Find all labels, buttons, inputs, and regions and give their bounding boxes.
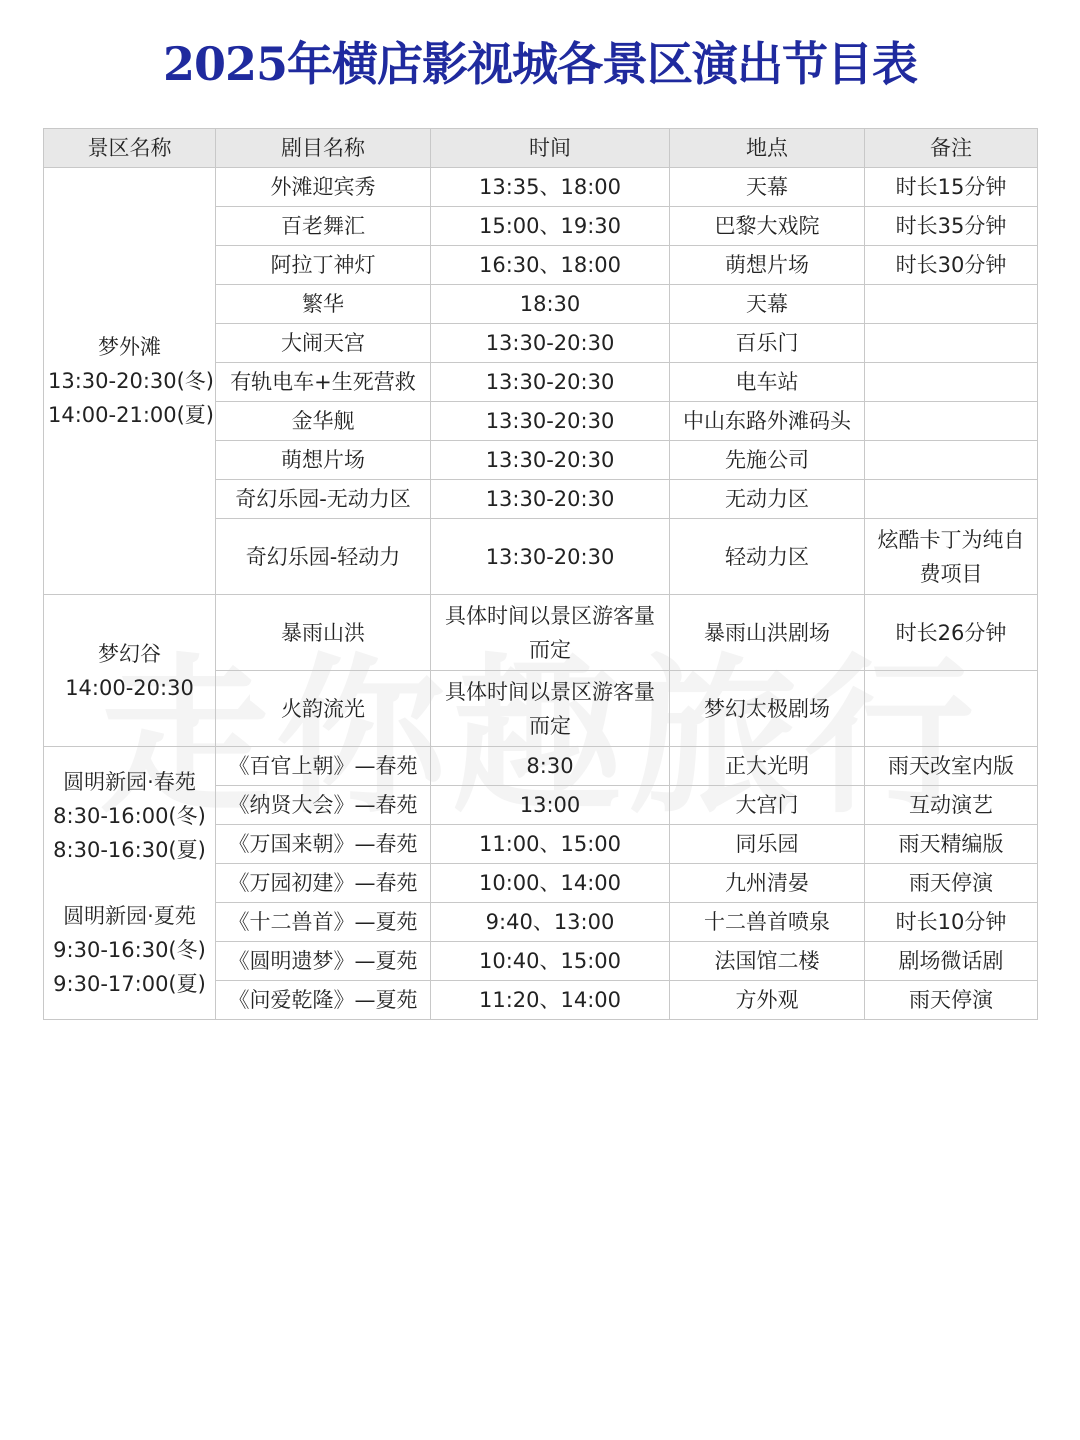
show-place: 大宫门 — [670, 786, 865, 825]
show-time: 具体时间以景区游客量而定 — [431, 595, 670, 671]
show-time: 10:40、15:00 — [431, 942, 670, 981]
show-place: 暴雨山洪剧场 — [670, 595, 865, 671]
show-place: 九州清晏 — [670, 864, 865, 903]
show-place: 萌想片场 — [670, 246, 865, 285]
area-spacer — [48, 867, 211, 899]
show-note: 互动演艺 — [865, 786, 1038, 825]
show-place: 无动力区 — [670, 480, 865, 519]
show-name: 繁华 — [216, 285, 431, 324]
show-name: 火韵流光 — [216, 671, 431, 747]
area-name: 梦外滩 — [98, 335, 161, 359]
show-place: 同乐园 — [670, 825, 865, 864]
show-time: 13:30-20:30 — [431, 519, 670, 595]
show-time: 13:00 — [431, 786, 670, 825]
show-place: 法国馆二楼 — [670, 942, 865, 981]
show-place: 梦幻太极剧场 — [670, 671, 865, 747]
schedule-table — [43, 128, 1038, 1020]
show-name: 萌想片场 — [216, 441, 431, 480]
show-time: 13:30-20:30 — [431, 480, 670, 519]
area-hours-summer: 8:30-16:30(夏) — [53, 838, 206, 862]
area-hours-winter: 13:30-20:30(冬) — [48, 369, 215, 393]
show-time: 8:30 — [431, 747, 670, 786]
area-hours-summer: 9:30-17:00(夏) — [53, 972, 206, 996]
show-note: 雨天精编版 — [865, 825, 1038, 864]
table-row — [44, 168, 1038, 207]
area-hours: 14:00-20:30 — [65, 675, 194, 700]
show-time: 15:00、19:30 — [431, 207, 670, 246]
table-header-row — [44, 129, 1038, 168]
page-title: 2025年横店影视城各景区演出节目表 — [162, 37, 918, 91]
show-place: 百乐门 — [670, 324, 865, 363]
show-note — [865, 285, 1038, 324]
area-cell-yuanmingxinyuan — [44, 747, 216, 1020]
show-name: 暴雨山洪 — [216, 595, 431, 671]
show-name: 《纳贤大会》—春苑 — [216, 786, 431, 825]
area-name: 梦幻谷 — [98, 641, 161, 666]
header-note: 备注 — [865, 129, 1038, 168]
show-note: 时长35分钟 — [865, 207, 1038, 246]
show-note — [865, 402, 1038, 441]
show-name: 《百官上朝》—春苑 — [216, 747, 431, 786]
show-note: 时长26分钟 — [865, 595, 1038, 671]
show-time: 11:20、14:00 — [431, 981, 670, 1020]
show-name: 《圆明遗梦》—夏苑 — [216, 942, 431, 981]
show-name: 《万园初建》—春苑 — [216, 864, 431, 903]
show-place: 先施公司 — [670, 441, 865, 480]
show-time: 13:35、18:00 — [431, 168, 670, 207]
show-name: 有轨电车+生死营救 — [216, 363, 431, 402]
show-time: 13:30-20:30 — [431, 441, 670, 480]
show-time: 10:00、14:00 — [431, 864, 670, 903]
show-place: 天幕 — [670, 285, 865, 324]
table-row — [44, 747, 1038, 786]
show-place: 中山东路外滩码头 — [670, 402, 865, 441]
show-note: 雨天改室内版 — [865, 747, 1038, 786]
show-note — [865, 441, 1038, 480]
area-hours-summer: 14:00-21:00(夏) — [48, 403, 215, 427]
show-time: 13:30-20:30 — [431, 402, 670, 441]
show-note: 雨天停演 — [865, 981, 1038, 1020]
show-time: 具体时间以景区游客量而定 — [431, 671, 670, 747]
show-name: 大闹天宫 — [216, 324, 431, 363]
area-hours-winter: 8:30-16:00(冬) — [53, 804, 206, 828]
show-note: 剧场微话剧 — [865, 942, 1038, 981]
show-note — [865, 480, 1038, 519]
show-name: 《万国来朝》—春苑 — [216, 825, 431, 864]
area-hours-winter: 9:30-16:30(冬) — [53, 938, 206, 962]
show-note — [865, 671, 1038, 747]
show-name: 外滩迎宾秀 — [216, 168, 431, 207]
show-place: 十二兽首喷泉 — [670, 903, 865, 942]
area-name: 圆明新园·夏苑 — [63, 904, 196, 928]
show-time: 11:00、15:00 — [431, 825, 670, 864]
show-place: 天幕 — [670, 168, 865, 207]
show-name: 阿拉丁神灯 — [216, 246, 431, 285]
show-time: 13:30-20:30 — [431, 324, 670, 363]
show-time: 9:40、13:00 — [431, 903, 670, 942]
show-note: 时长15分钟 — [865, 168, 1038, 207]
show-name: 百老舞汇 — [216, 207, 431, 246]
show-note: 炫酷卡丁为纯自费项目 — [865, 519, 1038, 595]
show-time: 13:30-20:30 — [431, 363, 670, 402]
show-name: 金华舰 — [216, 402, 431, 441]
show-place: 轻动力区 — [670, 519, 865, 595]
show-note — [865, 324, 1038, 363]
table-row — [44, 595, 1038, 671]
show-note: 时长30分钟 — [865, 246, 1038, 285]
header-area: 景区名称 — [44, 129, 216, 168]
area-cell-mengwaitan — [44, 168, 216, 595]
show-time: 18:30 — [431, 285, 670, 324]
show-place: 电车站 — [670, 363, 865, 402]
show-name: 《问爱乾隆》—夏苑 — [216, 981, 431, 1020]
show-note: 时长10分钟 — [865, 903, 1038, 942]
header-show: 剧目名称 — [216, 129, 431, 168]
show-name: 奇幻乐园-轻动力 — [216, 519, 431, 595]
area-cell-menghuangu — [44, 595, 216, 747]
show-name: 奇幻乐园-无动力区 — [216, 480, 431, 519]
show-note — [865, 363, 1038, 402]
header-time: 时间 — [431, 129, 670, 168]
show-time: 16:30、18:00 — [431, 246, 670, 285]
area-name: 圆明新园·春苑 — [63, 770, 196, 794]
show-place: 巴黎大戏院 — [670, 207, 865, 246]
show-place: 方外观 — [670, 981, 865, 1020]
show-name: 《十二兽首》—夏苑 — [216, 903, 431, 942]
header-place: 地点 — [670, 129, 865, 168]
show-place: 正大光明 — [670, 747, 865, 786]
show-note: 雨天停演 — [865, 864, 1038, 903]
